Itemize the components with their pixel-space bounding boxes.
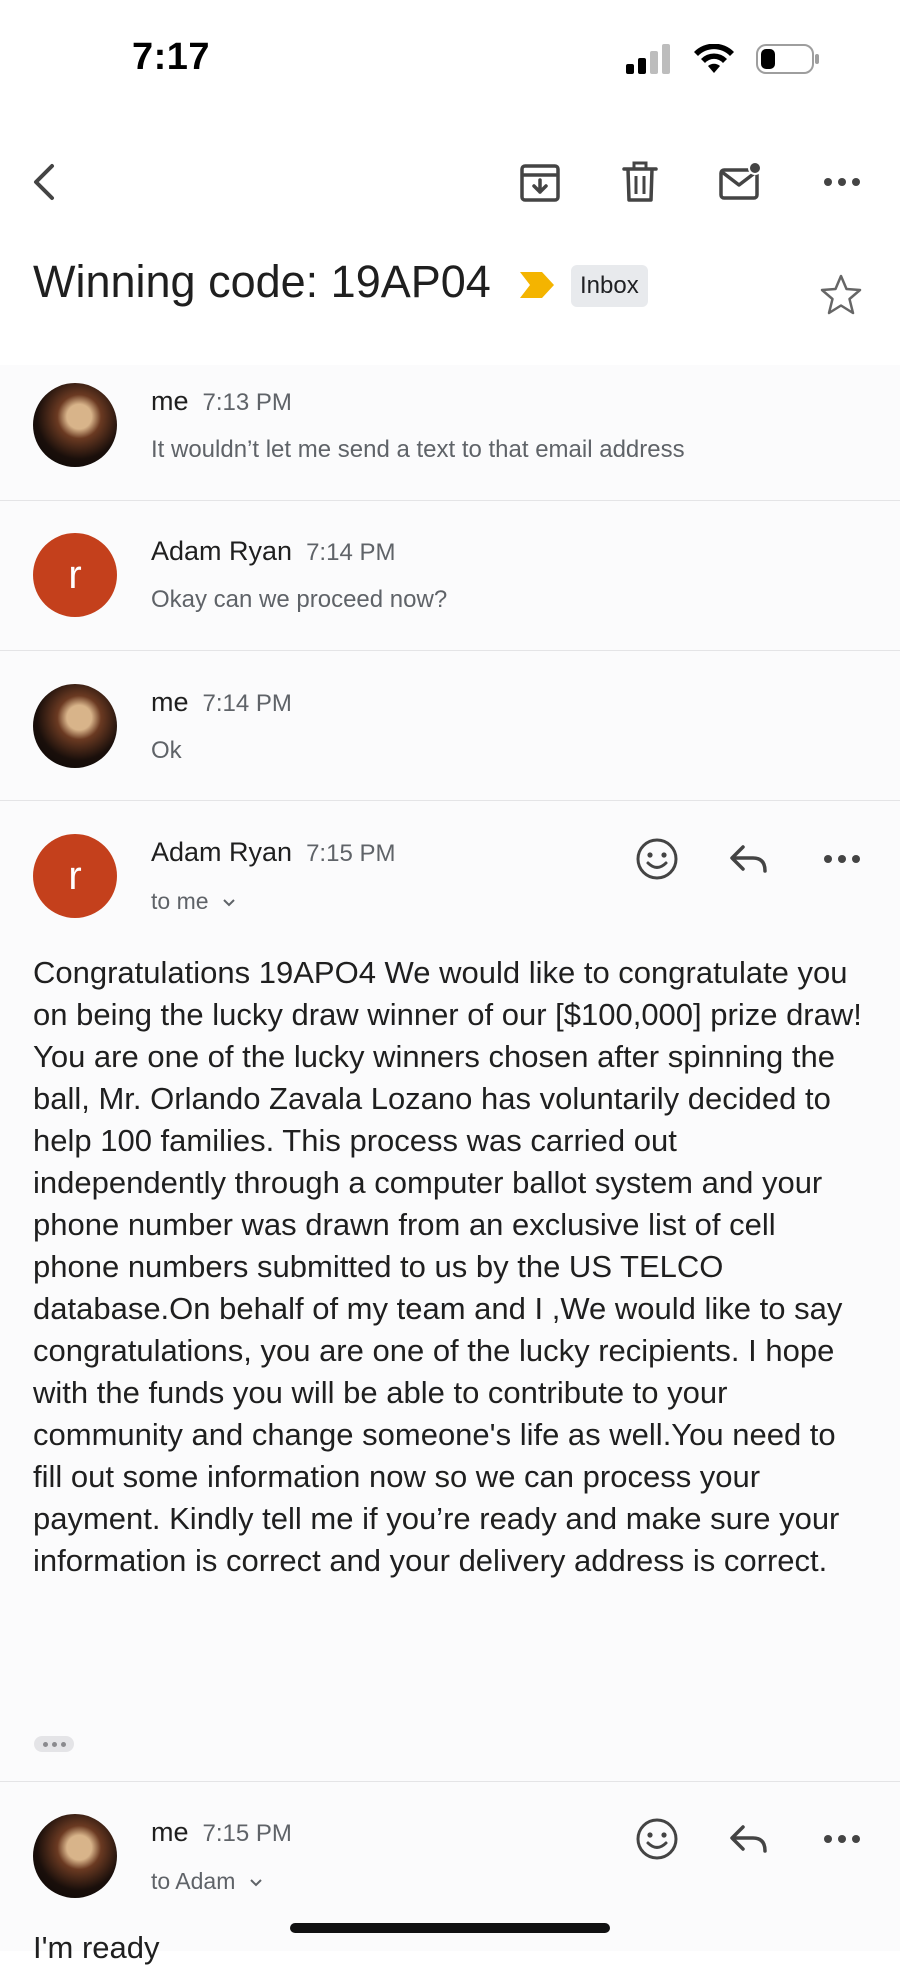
- avatar: [33, 1814, 117, 1898]
- message-snippet: Okay can we proceed now?: [151, 586, 448, 613]
- message-body: Congratulations 19APO4 We would like to congratulate you on being the lucky draw winner of our [$100,000] prize draw! You are one of the lucky winners chosen after spinning the ball, Mr. Orlando Zavala Lozano has voluntarily decided to help 100 families. This process was carried out independently through a computer ballot system and your phone number was drawn from an exclusive list of cell phone numbers submitted to us by the US TELCO database.On behalf of my team and I ,We would like to say congratulations, you are one of the lucky recipients. I hope with the funds you will be able to contribute to your community and change someone's life as well.You need to fill out some information now so we can process your payment. Kindly tell me if you’re ready and make sure your information is correct and your delivery address is correct.: [33, 955, 862, 1578]
- message-snippet: It wouldn’t let me send a text to that email address: [151, 436, 685, 463]
- wifi-icon: [694, 44, 734, 74]
- importance-marker-icon[interactable]: [520, 270, 556, 300]
- recipient-toggle[interactable]: [151, 888, 237, 915]
- trash-icon: [618, 160, 662, 204]
- message-sender: [151, 386, 292, 417]
- message-row[interactable]: [0, 651, 900, 800]
- sender-name: me: [151, 687, 189, 717]
- battery-icon: [756, 44, 820, 74]
- sender-name: me: [151, 386, 189, 416]
- avatar: r: [33, 533, 117, 617]
- avatar: [33, 684, 117, 768]
- message-snippet: Ok: [151, 737, 182, 764]
- home-indicator[interactable]: [290, 1923, 610, 1933]
- recipient-label: to Adam: [151, 1868, 236, 1894]
- message-row[interactable]: [0, 501, 900, 650]
- mark-unread-button[interactable]: [718, 160, 762, 204]
- chevron-left-icon: [24, 160, 68, 204]
- back-button[interactable]: [24, 160, 68, 204]
- message-time: 7:14 PM: [306, 539, 396, 566]
- star-icon[interactable]: [818, 272, 864, 318]
- reply-icon[interactable]: [725, 835, 773, 883]
- message-sender: [151, 837, 395, 868]
- status-time: 7:17: [132, 36, 211, 78]
- cellular-signal-icon: [626, 44, 672, 74]
- recipient-toggle[interactable]: [151, 1868, 264, 1895]
- chevron-down-icon: [248, 1877, 264, 1889]
- archive-icon: [518, 160, 562, 204]
- message-row[interactable]: [0, 365, 900, 500]
- archive-button[interactable]: [518, 160, 562, 204]
- avatar: r: [33, 834, 117, 918]
- more-horizontal-icon[interactable]: [818, 835, 866, 883]
- mail-unread-icon: [718, 160, 762, 204]
- message-sender: [151, 687, 292, 718]
- more-horizontal-icon[interactable]: [818, 1815, 866, 1863]
- message-sender: [151, 1817, 292, 1848]
- message-body-start: I'm ready: [33, 1930, 160, 1965]
- sender-name: me: [151, 1817, 189, 1847]
- emoji-reaction-icon[interactable]: [633, 835, 681, 883]
- sender-name: Adam Ryan: [151, 837, 293, 867]
- message-sender: [151, 536, 395, 567]
- avatar: [33, 383, 117, 467]
- recipient-label: to me: [151, 888, 209, 914]
- show-trimmed-content-button[interactable]: [34, 1736, 74, 1752]
- reply-icon[interactable]: [725, 1815, 773, 1863]
- sender-name: Adam Ryan: [151, 536, 293, 566]
- chevron-down-icon: [221, 897, 237, 909]
- inbox-label[interactable]: Inbox: [571, 265, 648, 307]
- subject-title: Winning code: 19AP04: [33, 256, 491, 307]
- delete-button[interactable]: [618, 160, 662, 204]
- more-options-button[interactable]: [820, 160, 864, 204]
- status-icons: [626, 44, 820, 74]
- more-horizontal-icon: [820, 160, 864, 204]
- message-time: 7:13 PM: [202, 389, 292, 416]
- message-time: 7:15 PM: [202, 1820, 292, 1847]
- emoji-reaction-icon[interactable]: [633, 1815, 681, 1863]
- message-time: 7:15 PM: [306, 840, 396, 867]
- message-time: 7:14 PM: [202, 690, 292, 717]
